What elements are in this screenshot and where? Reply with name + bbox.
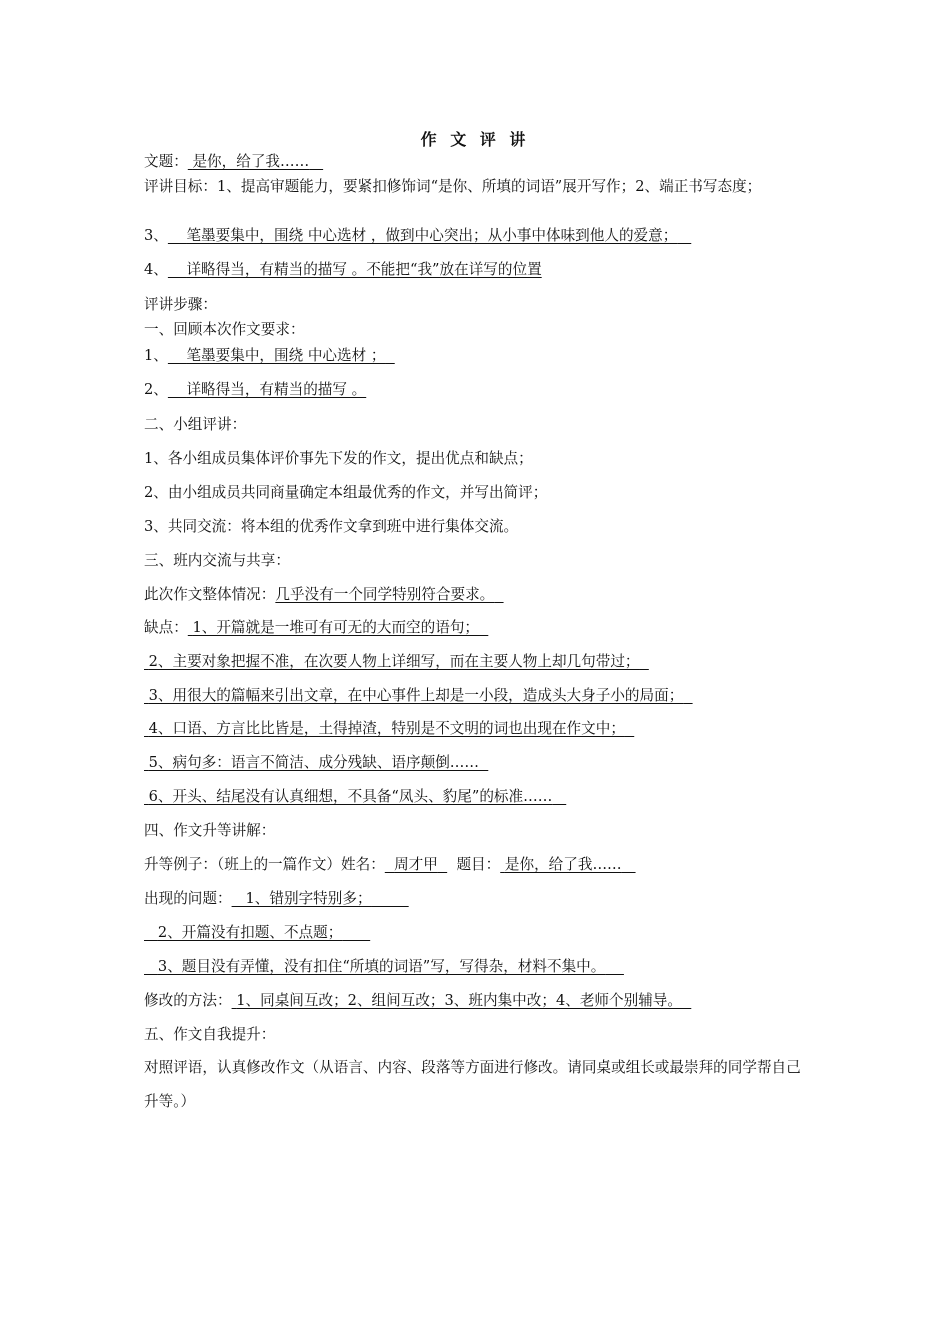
topic-line — [144, 152, 323, 172]
goal-item-4-text: 详略得当，有精当的描写 。不能把“我”放在详写的位置 — [186, 261, 542, 278]
goal-item-3: 3、 笔墨要集中，围绕 中心选材 ，做到中心突出；从小事中体味到他人的爱意； — [144, 226, 691, 246]
document-title: 作 文 评 讲 — [420, 130, 530, 149]
overall-line: 此次作文整体情况：几乎没有一个同学特别符合要求。 — [144, 585, 504, 605]
steps-label: 评讲步骤： — [144, 296, 217, 313]
section3-heading: 三、班内交流与共享： — [144, 552, 290, 569]
defect-item-3: 3、用很大的篇幅来引出文章，在中心事件上却是一小段，造成头大身子小的局面； — [148, 687, 684, 704]
methods-line: 修改的方法： 1、同桌间互改；2、组间互改；3、班内集中改；4、老师个别辅导。 — [144, 992, 682, 1009]
topic-label: 文题： — [144, 153, 188, 170]
goals-paragraph — [144, 176, 812, 198]
section2-item-1: 1、各小组成员集体评价事先下发的作文，提出优点和缺点； — [144, 450, 533, 467]
goal-item-4: 4、 详略得当，有精当的描写 。不能把“我”放在详写的位置 — [144, 261, 542, 278]
section1-item-1: 1、 笔墨要集中，围绕 中心选材 ； — [144, 347, 386, 364]
defect-item-4: 4、口语、方言比比皆是，土得掉渣，特别是不文明的词也出现在作文中； — [148, 720, 625, 737]
goal-item-3-text: 笔墨要集中，围绕 中心选材 ，做到中心突出；从小事中体味到他人的爱意； — [186, 227, 678, 244]
topic-value: 是你，给了我…… — [192, 153, 310, 170]
defect-item-6: 6、开头、结尾没有认真细想，不具备“凤头、豹尾”的标准…… — [148, 788, 553, 805]
problem-item-2: 2、开篇没有扣题、不点题； — [157, 924, 343, 941]
goals-text: 1、提高审题能力，要紧扣修饰词“是你、所填的词语”展开写作；2、端正书写态度； — [216, 178, 762, 195]
overall-value: 几乎没有一个同学特别符合要求。 — [275, 586, 495, 603]
section2-item-2: 2、由小组成员共同商量确定本组最优秀的作文，并写出简评； — [144, 484, 548, 501]
example-line: 升等例子：（班上的一篇作文）姓名： 周才甲 题目： 是你，给了我…… — [144, 855, 636, 875]
problems-line: 出现的问题： 1、错别字特别多； — [144, 890, 372, 907]
section1-item-2: 2、 详略得当，有精当的描写 。 — [144, 381, 367, 398]
example-topic: 是你，给了我…… — [504, 856, 622, 873]
defect-item-2: 2、主要对象把握不准，在次要人物上详细写，而在主要人物上却几句带过； — [148, 653, 640, 670]
section2-heading: 二、小组评讲： — [144, 416, 247, 433]
defect-item-5: 5、病句多：语言不简洁、成分残缺、语序颠倒…… — [148, 754, 479, 771]
section1-heading: 一、回顾本次作文要求： — [144, 321, 305, 338]
defects-line: 缺点： 1、开篇就是一堆可有可无的大而空的语句； — [144, 619, 480, 636]
section4-heading: 四、作文升等讲解： — [144, 822, 276, 839]
goals-label: 评讲目标： — [144, 178, 217, 195]
problem-item-3: 3、题目没有弄懂，没有扣住“所填的词语”写，写得杂，材料不集中。 — [157, 958, 606, 975]
student-name: 周才甲 — [394, 856, 438, 873]
section2-item-3: 3、共同交流：将本组的优秀作文拿到班中进行集体交流。 — [144, 518, 519, 535]
section5-text: 对照评语，认真修改作文（从语言、内容、段落等方面进行修改。请同桌或组长或最崇拜的同学帮自己升等。） — [144, 1059, 801, 1110]
section5-heading: 五、作文自我提升： — [144, 1026, 276, 1043]
